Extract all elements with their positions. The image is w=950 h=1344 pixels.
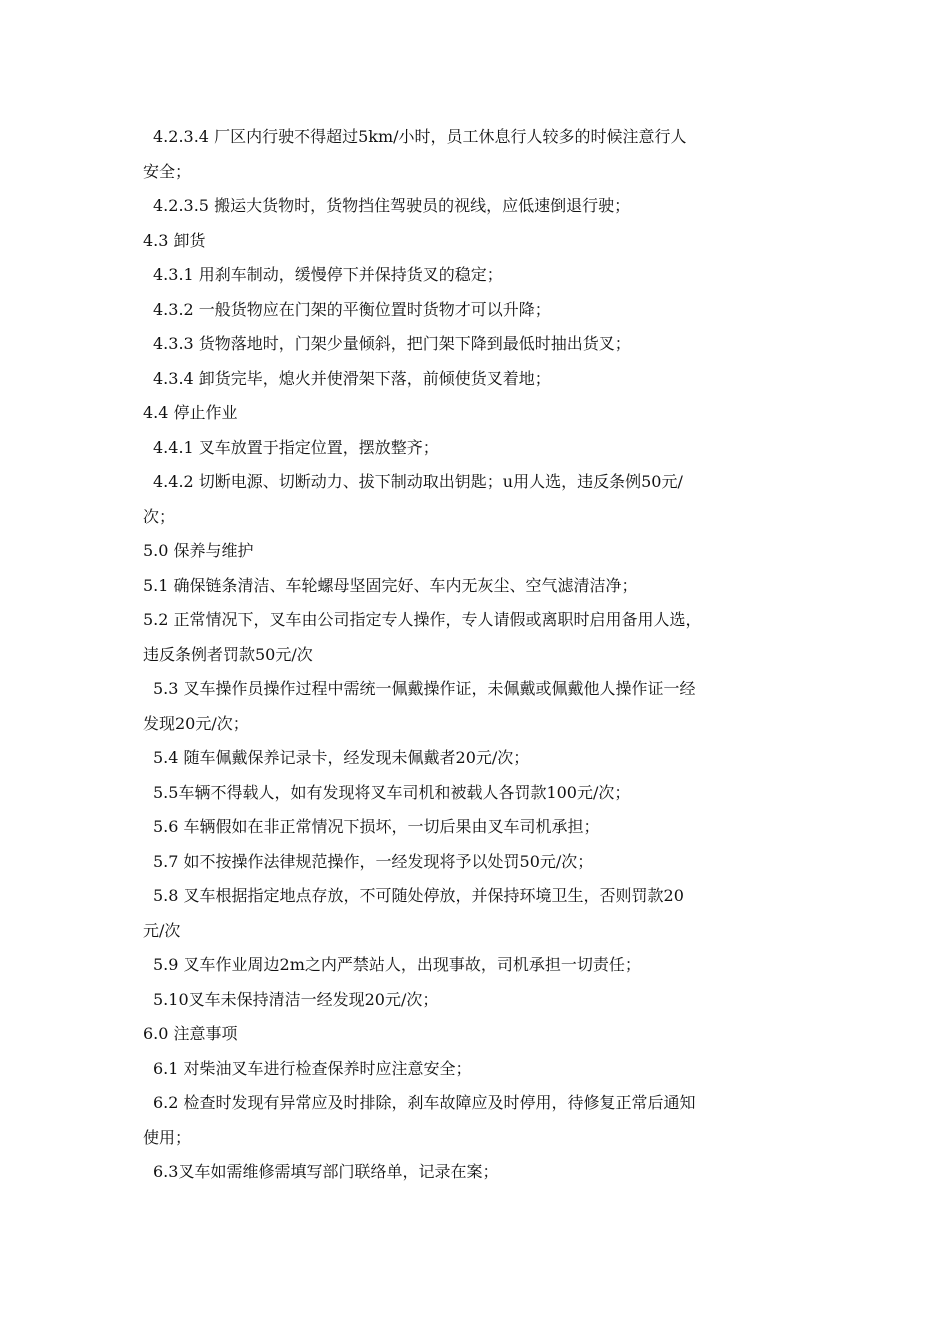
text-line: 5.0 保养与维护 (143, 541, 254, 560)
text-line: 5.10叉车未保持清洁一经发现20元/次； (153, 989, 439, 1009)
text-line: 4.3 卸货 (143, 230, 206, 250)
text-line: 6.3叉车如需维修需填写部门联络单，记录在案； (153, 1162, 499, 1181)
text-line: 5.6 车辆假如在非正常情况下损坏，一切后果由叉车司机承担； (153, 817, 600, 836)
text-line: 6.0 注意事项 (143, 1024, 238, 1043)
text-line: 5.5车辆不得载人，如有发现将叉车司机和被载人各罚款100元/次； (153, 782, 631, 802)
text-line: 5.3 叉车操作员操作过程中需统一佩戴操作证，未佩戴或佩戴他人操作证一经 (153, 679, 696, 698)
text-line: 5.7 如不按操作法律规范操作，一经发现将予以处罚50元/次； (153, 851, 594, 871)
text-line: 元/次 (143, 920, 181, 940)
text-line: 4.4 停止作业 (143, 403, 238, 422)
text-line: 4.3.1 用刹车制动，缓慢停下并保持货叉的稳定； (153, 265, 503, 284)
text-line: 使用； (143, 1127, 192, 1147)
text-line: 4.2.3.4 厂区内行驶不得超过5km/小时，员工休息行人较多的时候注意行人 (153, 127, 687, 146)
text-line: 5.4 随车佩戴保养记录卡，经发现未佩戴者20元/次； (153, 748, 530, 767)
text-line: 4.3.2 一般货物应在门架的平衡位置时货物才可以升降； (153, 299, 551, 319)
text-line: 5.2 正常情况下，叉车由公司指定专人操作，专人请假或离职时启用备用人选， (143, 610, 702, 629)
text-line: 5.8 叉车根据指定地点存放，不可随处停放，并保持环境卫生，否则罚款20 (153, 886, 684, 905)
text-line: 6.2 检查时发现有异常应及时排除，刹车故障应及时停用，待修复正常后通知 (153, 1093, 696, 1112)
text-line: 次； (143, 506, 176, 526)
text-line: 4.2.3.5 搬运大货物时，货物挡住驾驶员的视线，应低速倒退行驶； (153, 196, 631, 215)
text-line: 4.4.2 切断电源、切断动力、拔下制动取出钥匙；u用人选，违反条例50元/ (153, 472, 683, 491)
text-line: 4.4.1 叉车放置于指定位置，摆放整齐； (153, 437, 439, 457)
document-body (143, 120, 813, 1190)
text-line: 5.9 叉车作业周边2m之内严禁站人，出现事故，司机承担一切责任； (153, 955, 641, 974)
text-line: 5.1 确保链条清洁、车轮螺母坚固完好、车内无灰尘、空气滤清洁净； (143, 575, 638, 595)
text-line: 6.1 对柴油叉车进行检查保养时应注意安全； (153, 1058, 472, 1078)
text-line: 4.3.3 货物落地时，门架少量倾斜，把门架下降到最低时抽出货叉； (153, 334, 631, 353)
text-line: 发现20元/次； (143, 713, 249, 733)
text-line: 安全； (143, 161, 192, 181)
text-line: 4.3.4 卸货完毕，熄火并使滑架下落，前倾使货叉着地； (153, 368, 551, 388)
text-line: 违反条例者罚款50元/次 (143, 644, 313, 664)
